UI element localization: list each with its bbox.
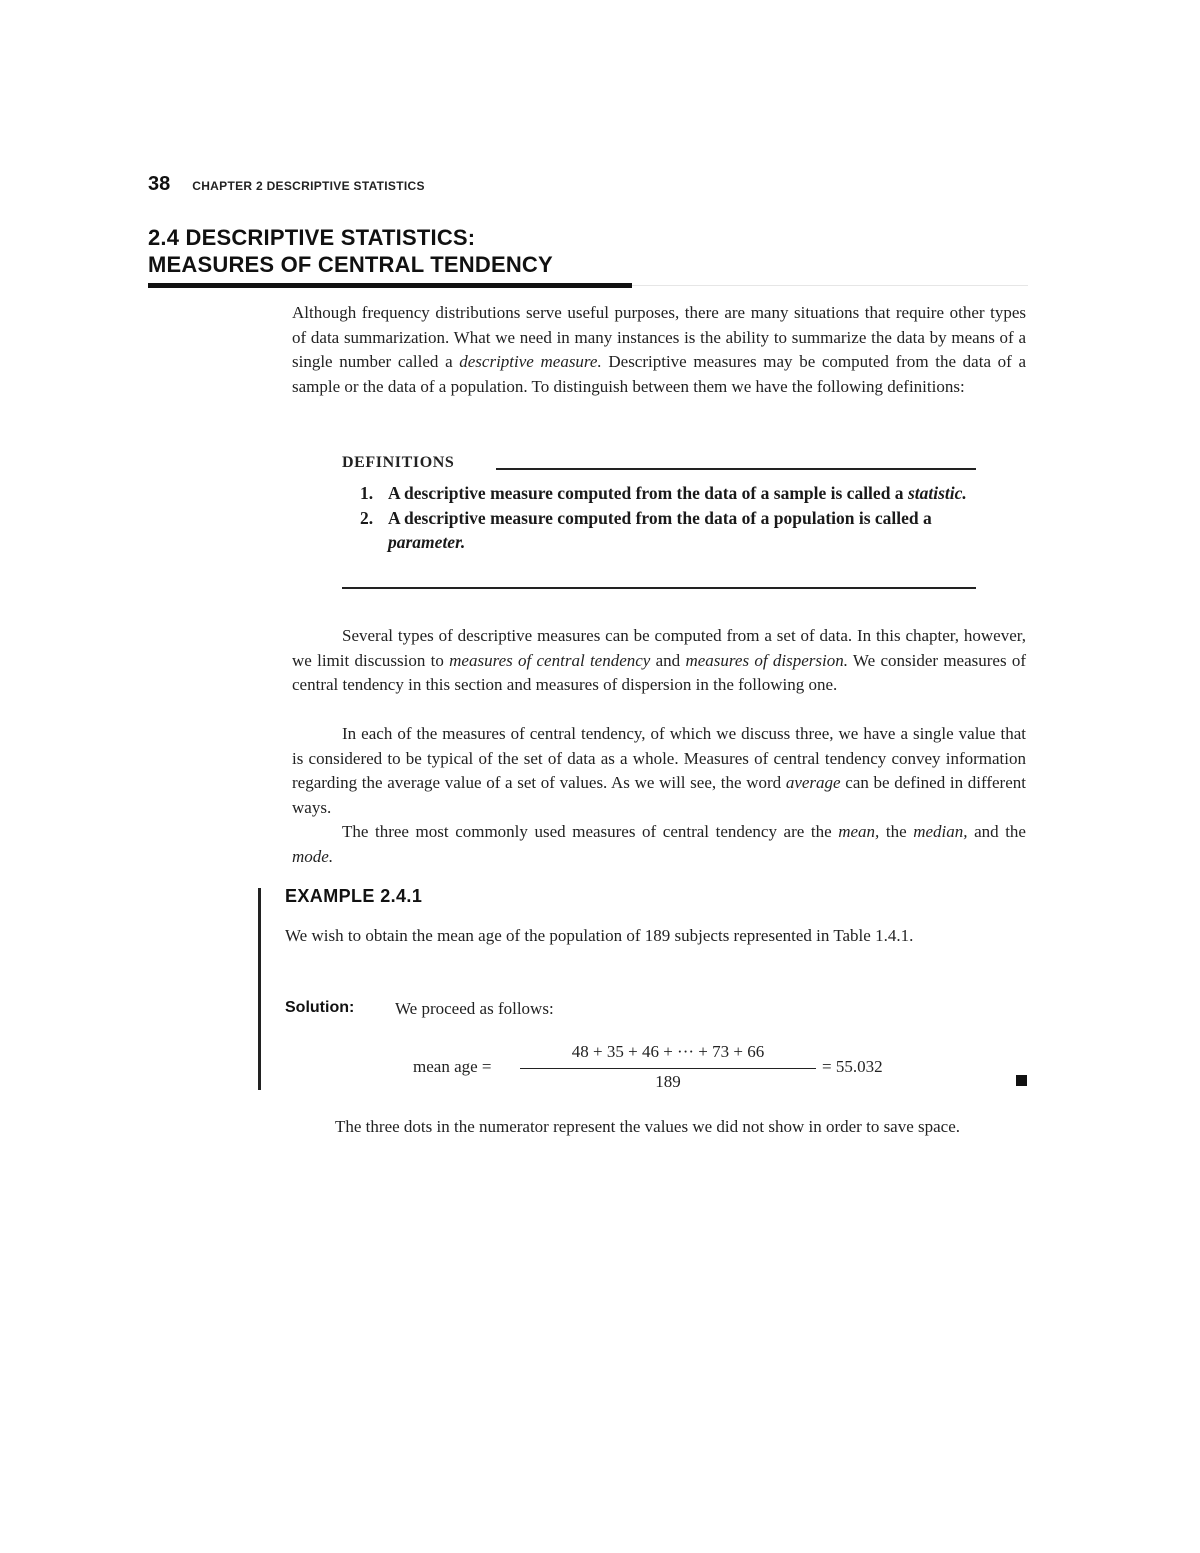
para4-term-mode: mode. xyxy=(292,846,334,866)
para4-term-median: median, xyxy=(913,822,968,841)
para2-term-central: measures of central tendency xyxy=(449,650,651,670)
section-title-line2: MEASURES OF CENTRAL TENDENCY xyxy=(148,252,553,277)
intro-term: descriptive measure. xyxy=(459,352,602,371)
definition-term: parameter. xyxy=(388,532,466,552)
paragraph-central-tendency xyxy=(292,722,1026,820)
para2-text-b: and xyxy=(650,650,686,670)
para2-text-a: Several types of descriptive measures can be computed from a set of data. In this chapter, however, we limit discussion to xyxy=(292,626,1026,670)
section-rule xyxy=(148,283,632,288)
definitions-rule-top xyxy=(496,468,976,470)
paragraph-three-measures xyxy=(292,820,1026,869)
intro-text-2: Descriptive measures may be computed from the data of a sample or the data of a population. To distinguish between them we have the following definitions: xyxy=(292,352,1026,396)
solution-text: We proceed as follows: xyxy=(395,999,554,1018)
para4-term-mean: mean, xyxy=(838,822,880,841)
example-text: We wish to obtain the mean age of the population of 189 subjects represented in Table 1.4.1. xyxy=(285,926,914,945)
section-title-line1: 2.4 DESCRIPTIVE STATISTICS: xyxy=(148,225,476,250)
para4-text-a: The three most commonly used measures of central tendency are the xyxy=(342,822,839,841)
definition-number: 2. xyxy=(360,507,374,528)
formula-numerator: 48 + 35 + 46 + ··· + 73 + 66 xyxy=(571,1042,765,1061)
running-title: CHAPTER 2 DESCRIPTIVE STATISTICS xyxy=(192,179,425,193)
formula-fraction-bar xyxy=(520,1068,816,1069)
running-header xyxy=(148,173,425,197)
para3-term-average: average xyxy=(785,773,841,792)
intro-paragraph xyxy=(292,301,1026,399)
definition-term: statistic. xyxy=(907,483,967,503)
formula-denominator: 189 xyxy=(655,1072,681,1091)
definition-number: 1. xyxy=(360,483,374,503)
example-margin-bar xyxy=(258,888,261,1090)
definition-text-body: A descriptive measure computed from the data of a population is called a xyxy=(388,507,932,528)
formula-lhs: mean age = xyxy=(413,1057,492,1076)
page-number: 38 xyxy=(148,173,171,195)
definitions-heading: DEFINITIONS xyxy=(342,454,455,471)
intro-text-1: Although frequency distributions serve useful purposes, there are many situations that require other types of data summarization. What we need in many instances is the ability to summarize the data by means of a single number called a xyxy=(292,303,1026,371)
definition-text xyxy=(388,506,976,555)
para3-text-a: In each of the measures of central tendency, of which we discuss three, we have a single value that is considered to be typical of the set of data as a whole. Measures of central tendency convey information regarding the average value of a set of values. As we will see, the word xyxy=(292,724,1026,792)
formula-result: = 55.032 xyxy=(822,1057,883,1076)
definition-item xyxy=(360,506,976,555)
paragraph-three-dots: The three dots in the numerator represent the values we did not show in order to save space. xyxy=(335,1117,961,1136)
solution-label: Solution: xyxy=(285,999,355,1016)
section-rule-extension xyxy=(632,285,1028,286)
end-of-example-mark xyxy=(1016,1075,1027,1086)
section-heading xyxy=(148,224,1028,278)
definitions-list xyxy=(360,481,976,555)
para4-text-c: and the xyxy=(967,822,1026,841)
definitions-rule-bottom xyxy=(342,587,976,589)
para2-text-c: We consider measures of central tendency in this section and measures of dispersion in the following one. xyxy=(292,650,1027,694)
paragraph-measures xyxy=(292,624,1026,698)
para2-term-dispersion: measures of dispersion. xyxy=(685,650,848,670)
definition-text-body: A descriptive measure computed from the data of a sample is called a xyxy=(388,483,908,503)
definition-text xyxy=(388,481,976,506)
para3-text-b: can be defined in different ways. xyxy=(292,773,1026,817)
para4-text-b: the xyxy=(879,822,914,841)
example-title: EXAMPLE 2.4.1 xyxy=(285,886,423,906)
definition-item xyxy=(360,481,976,506)
